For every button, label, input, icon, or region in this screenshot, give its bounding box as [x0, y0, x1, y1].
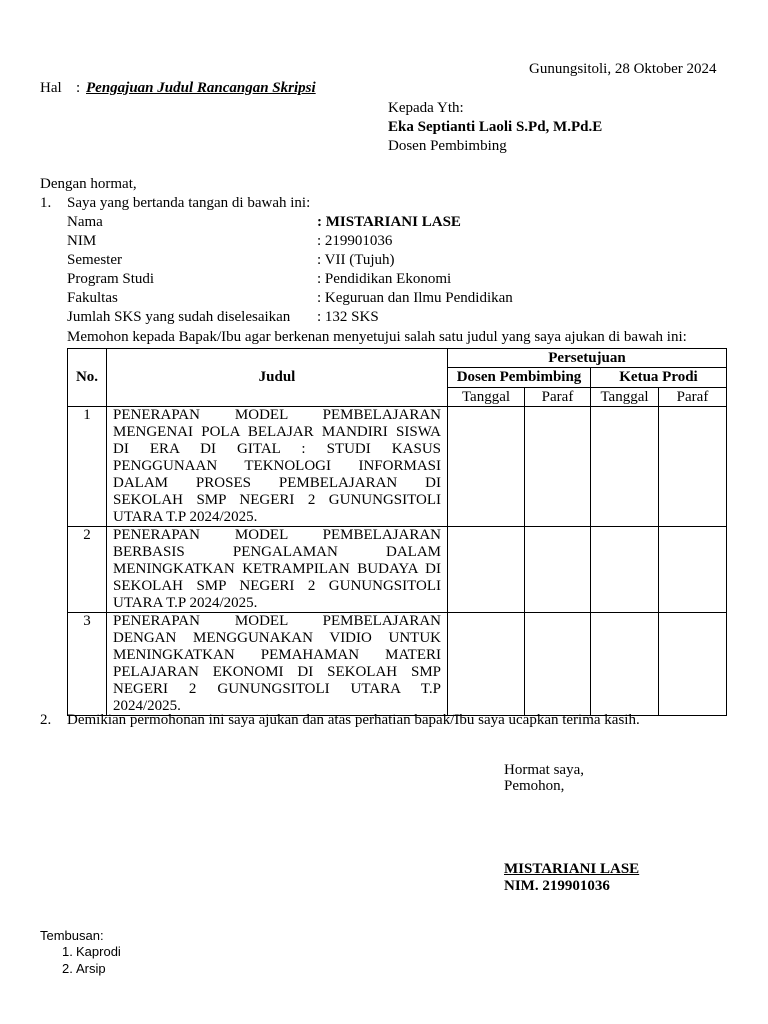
cell-kaprodi-paraf — [659, 613, 727, 716]
identity-row-sks — [67, 308, 487, 327]
recipient-name: Eka Septianti Laoli S.Pd, M.Pd.E — [388, 119, 603, 135]
identity-label: Semester — [67, 252, 122, 268]
identity-value: : Pendidikan Ekonomi — [317, 271, 452, 287]
point-2-text: Demikian permohonan ini saya ajukan dan atas perhatian bapak/Ibu saya ucapkan terima kasih. — [67, 712, 640, 728]
cell-kaprodi-paraf — [659, 407, 727, 527]
cell-dosen-tanggal — [448, 613, 525, 716]
header-persetujuan: Persetujuan — [448, 349, 727, 368]
table-row — [68, 407, 727, 527]
row-number: 3 — [68, 613, 107, 716]
tembusan-label: Tembusan: — [40, 928, 104, 943]
header-paraf: Paraf — [659, 388, 727, 407]
hal-label: Hal — [40, 80, 62, 96]
closing-regards: Hormat saya, — [504, 762, 584, 778]
hal-subject: Pengajuan Judul Rancangan Skripsi — [86, 80, 316, 96]
tembusan-item-number: 1. — [62, 944, 73, 959]
point-1-text: Saya yang bertanda tangan di bawah ini: — [67, 195, 311, 211]
cell-kaprodi-tanggal — [591, 613, 659, 716]
cell-dosen-paraf — [525, 613, 591, 716]
identity-row-fakultas — [67, 289, 513, 308]
tembusan-item-number: 2. — [62, 961, 73, 976]
salutation: Dengan hormat, — [40, 176, 137, 192]
table-row — [68, 613, 727, 716]
place-date: Gunungsitoli, 28 Oktober 2024 — [529, 61, 717, 77]
header-paraf: Paraf — [525, 388, 591, 407]
row-title: PENERAPAN MODEL PEMBELAJARAN DENGAN MENGGUNAKAN VIDIO UNTUK MENINGKATKAN PEMAHAMAN MATERI PELAJARAN EKONOMI DI SEKOLAH SMP NEGERI 2 GUNUNGSITOLI UTARA T.P 2024/2025. — [107, 613, 448, 716]
signature-name: MISTARIANI LASE — [504, 861, 640, 877]
cell-dosen-paraf — [525, 407, 591, 527]
point-2-number: 2. — [40, 712, 52, 728]
header-judul: Judul — [107, 349, 448, 407]
identity-value: : 132 SKS — [317, 309, 379, 325]
identity-row-nama — [67, 213, 487, 232]
request-text: Memohon kepada Bapak/Ibu agar berkenan menyetujui salah satu judul yang saya ajukan di bawah ini: — [67, 329, 687, 345]
cell-kaprodi-paraf — [659, 527, 727, 613]
row-title: PENERAPAN MODEL PEMBELAJARAN MENGENAI POLA BELAJAR MANDIRI SISWA DI ERA DI GITAL : STUDI KASUS PENGGUNAAN TEKNOLOGI INFORMASI DALAM PROSES PEMBELAJARAN DI SEKOLAH SMP NEGERI 2 GUNUNGSITOLI UTARA T.P 2024/2025. — [107, 407, 448, 527]
hal-colon: : — [76, 80, 81, 96]
closing-applicant: Pemohon, — [504, 778, 565, 794]
table-header-row — [68, 349, 727, 368]
identity-value: : Keguruan dan Ilmu Pendidikan — [317, 290, 513, 306]
row-number: 2 — [68, 527, 107, 613]
identity-row-semester — [67, 251, 487, 270]
cell-kaprodi-tanggal — [591, 407, 659, 527]
table-row — [68, 527, 727, 613]
identity-row-nim — [67, 232, 487, 251]
identity-value: : VII (Tujuh) — [317, 252, 395, 268]
identity-label: Nama — [67, 214, 103, 230]
cell-dosen-paraf — [525, 527, 591, 613]
identity-value: : 219901036 — [317, 233, 393, 249]
row-title: PENERAPAN MODEL PEMBELAJARAN BERBASIS PENGALAMAN DALAM MENINGKATKAN KETRAMPILAN BUDAYA DI SEKOLAH SMP NEGERI 2 GUNUNGSITOLI UTARA T.P 2024/2025. — [107, 527, 448, 613]
header-dosen-pembimbing: Dosen Pembimbing — [448, 368, 591, 388]
identity-label: Jumlah SKS yang sudah diselesaikan — [67, 309, 291, 325]
header-tanggal: Tanggal — [448, 388, 525, 407]
title-table — [67, 348, 727, 716]
tembusan-item: Arsip — [76, 961, 106, 976]
cell-kaprodi-tanggal — [591, 527, 659, 613]
identity-row-program-studi — [67, 270, 487, 289]
header-no: No. — [68, 349, 107, 407]
row-number: 1 — [68, 407, 107, 527]
recipient-role: Dosen Pembimbing — [388, 138, 507, 154]
cell-dosen-tanggal — [448, 407, 525, 527]
cell-dosen-tanggal — [448, 527, 525, 613]
identity-label: Program Studi — [67, 271, 155, 287]
tembusan-item: Kaprodi — [76, 944, 121, 959]
identity-value: : MISTARIANI LASE — [317, 214, 461, 230]
recipient-greeting: Kepada Yth: — [388, 100, 464, 116]
point-1-number: 1. — [40, 195, 52, 211]
identity-label: NIM — [67, 233, 97, 249]
signature-nim: NIM. 219901036 — [504, 878, 610, 894]
header-tanggal: Tanggal — [591, 388, 659, 407]
header-ketua-prodi: Ketua Prodi — [591, 368, 727, 388]
identity-label: Fakultas — [67, 290, 118, 306]
